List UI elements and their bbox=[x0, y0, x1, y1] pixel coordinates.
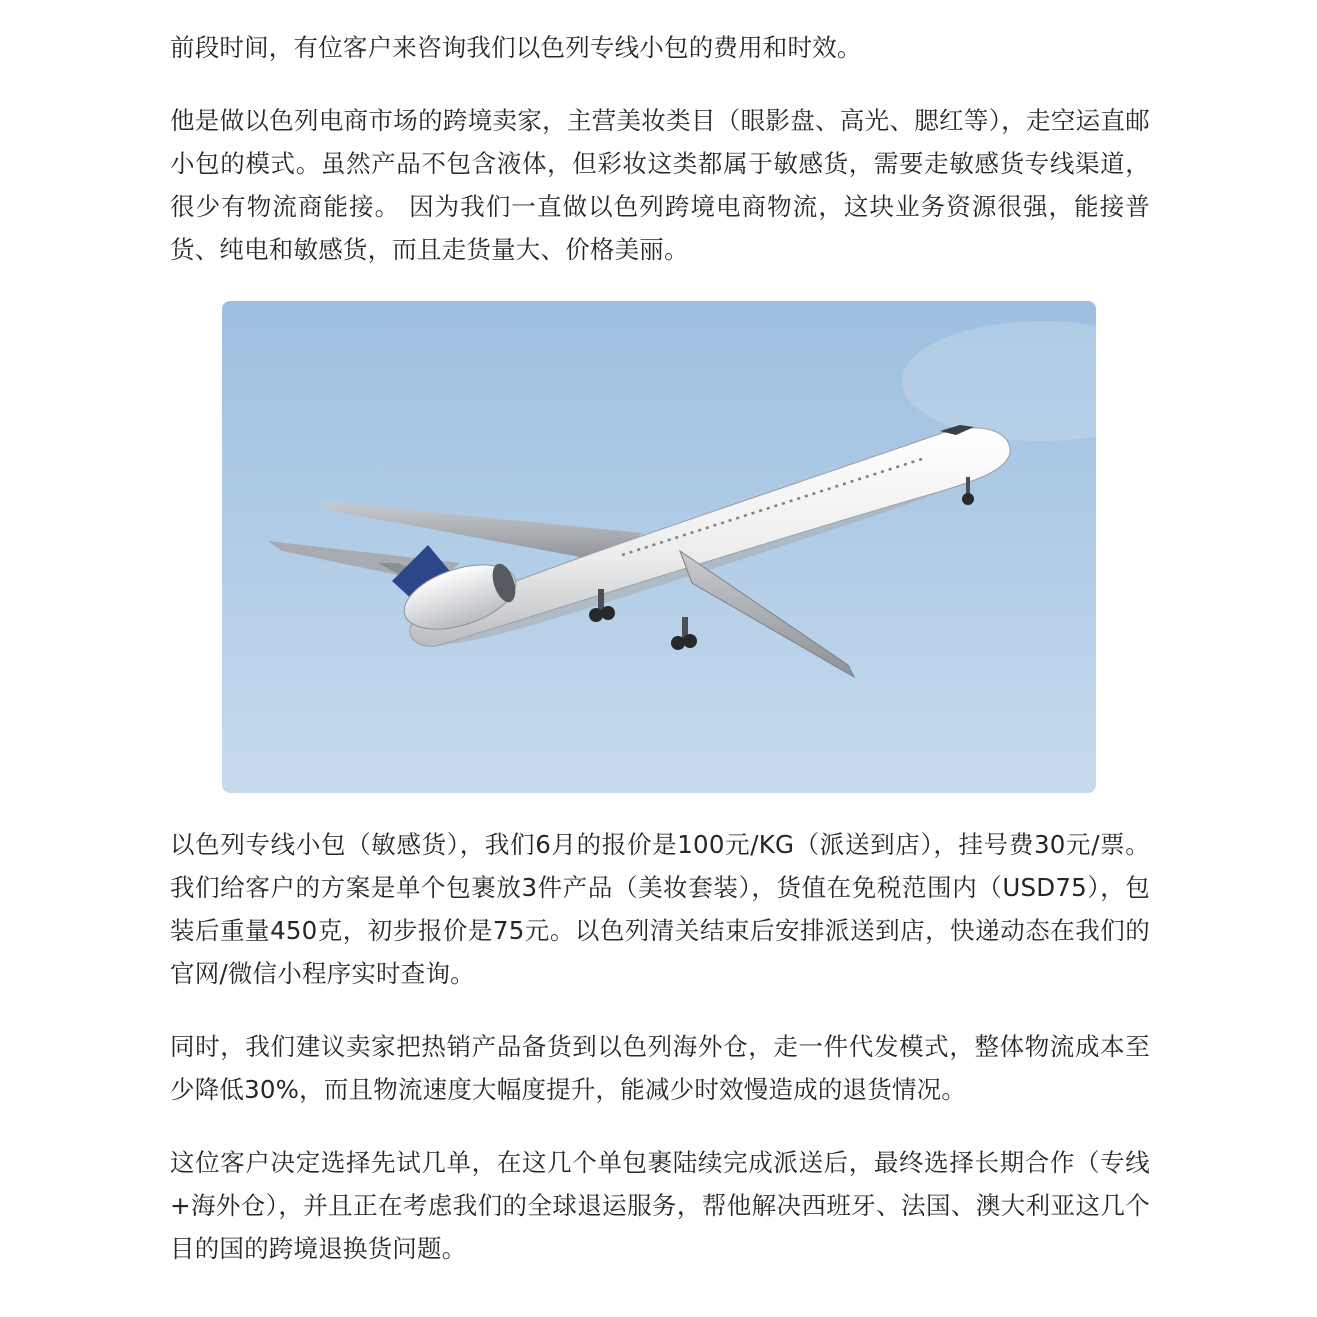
paragraph-4: 同时，我们建议卖家把热销产品备货到以色列海外仓，走一件代发模式，整体物流成本至少降低30%，而且物流速度大幅度提升，能减少时效慢造成的退货情况。 bbox=[170, 1032, 1150, 1104]
paragraph-2: 他是做以色列电商市场的跨境卖家，主营美妆类目（眼影盘、高光、腮红等），走空运直邮小包的模式。虽然产品不包含液体，但彩妆这类都属于敏感货，需要走敏感货专线渠道，很少有物流商能接。 因为我们一直做以色列跨境电商物流，这块业务资源很强，能接普货、纯电和敏感货，而且走货量大、价格美丽。 bbox=[170, 106, 1150, 264]
paragraph-3: 以色列专线小包（敏感货），我们6月的报价是100元/KG（派送到店），挂号费30元/票。我们给客户的方案是单个包裹放3件产品（美妆套装），货值在免税范围内（USD75），包装后重量450克，初步报价是75元。以色列清关结束后安排派送到店，快递动态在我们的官网/微信小程序实时查询。 bbox=[170, 830, 1150, 988]
paragraph-1: 前段时间，有位客户来咨询我们以色列专线小包的费用和时效。 bbox=[170, 33, 862, 62]
airplane-icon bbox=[222, 301, 1096, 793]
airplane-image bbox=[222, 301, 1096, 793]
paragraph-5: 这位客户决定选择先试几单，在这几个单包裹陆续完成派送后，最终选择长期合作（专线+海外仓），并且正在考虑我们的全球退运服务，帮他解决西班牙、法国、澳大利亚这几个目的国的跨境退换货问题。 bbox=[170, 1148, 1150, 1263]
article bbox=[170, 26, 1150, 1270]
